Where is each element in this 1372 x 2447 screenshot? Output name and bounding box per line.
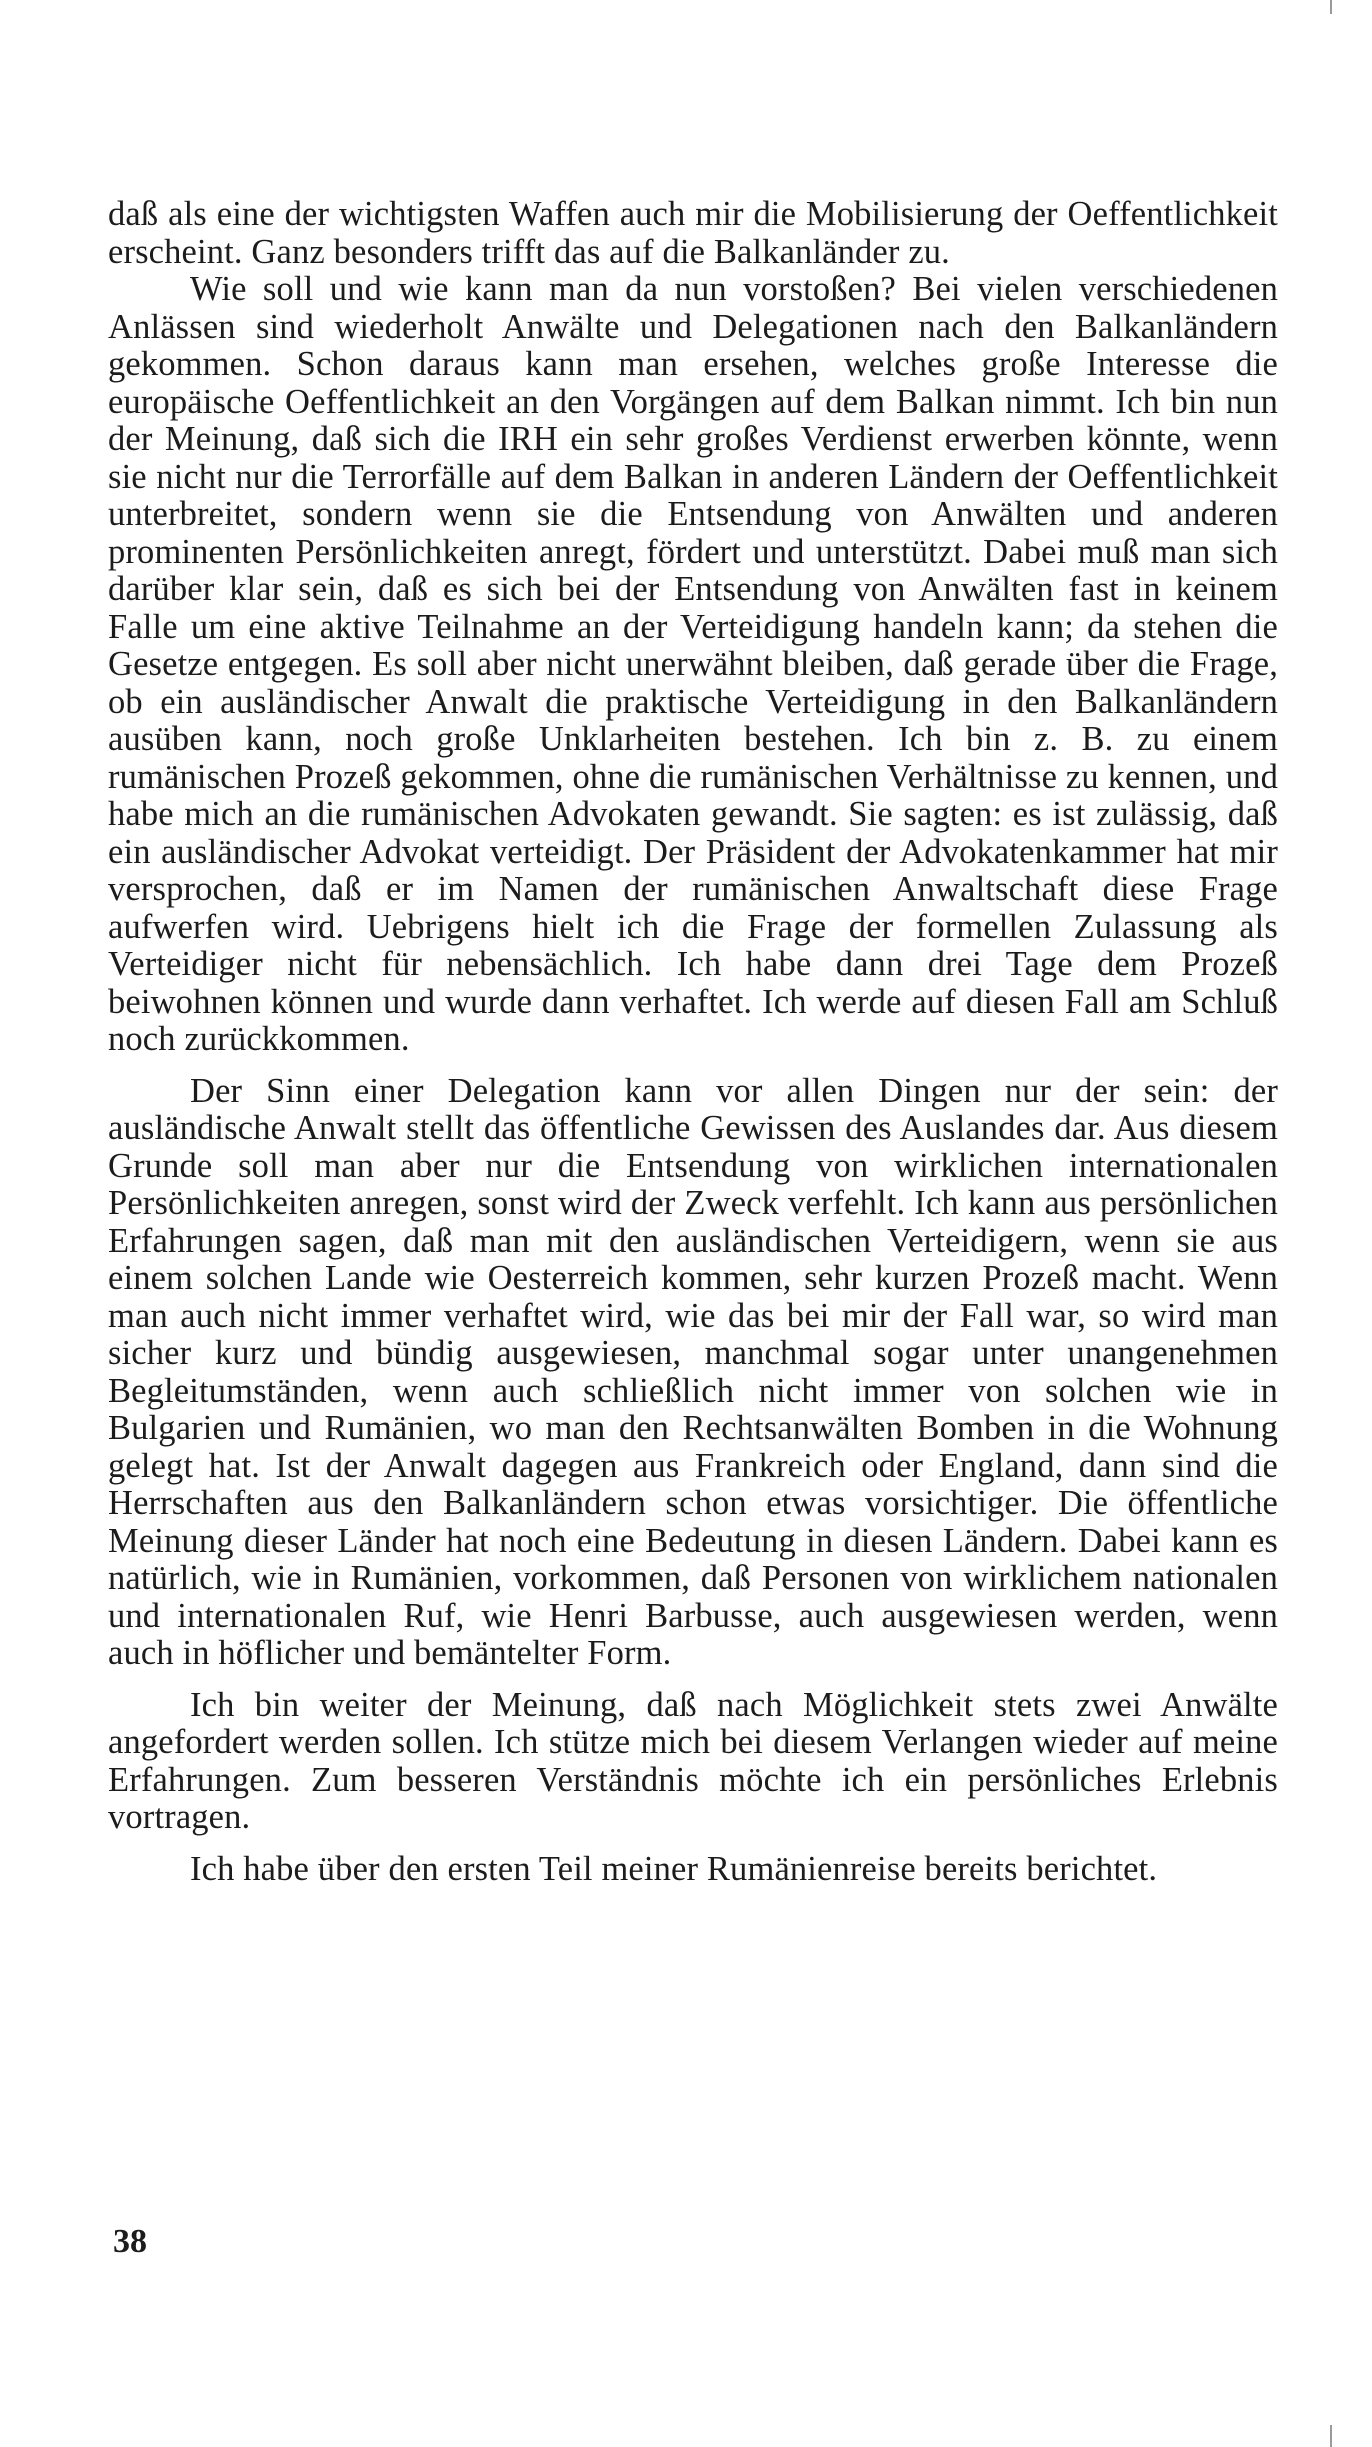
paragraph-5: Ich habe über den ersten Teil meiner Rumänienreise bereits berichtet. xyxy=(190,1849,1158,1888)
paragraph-3: Der Sinn einer Delegation kann vor allen Dingen nur der sein: der ausländische Anwalt stellt das öffentliche Gewissen des Auslandes dar. Aus diesem Grunde soll man aber nur die Entsendung von wirklichen internationalen Persönlichkeiten anregen, sonst wird der Zweck verfehlt. Ich kann aus persönlichen Erfahrungen sagen, daß man mit den ausländischen Verteidigern, wenn sie aus einem solchen Lande wie Oesterreich kommen, sehr kurzen Prozeß macht. Wenn man auch nicht immer verhaftet wird, wie das bei mir der Fall war, so wird man sicher kurz und bündig ausgewiesen, manchmal sogar unter unangenehmen Begleitumständen, wenn auch schließlich nicht immer von solchen wie in Bulgarien und Rumänien, wo man den Rechtsanwälten Bomben in die Wohnung gelegt hat. Ist der Anwalt dagegen aus Frankreich oder England, dann sind die Herrschaften aus den Balkanländern schon etwas vorsichtiger. Die öffentliche Meinung dieser Länder hat noch eine Bedeutung in diesen Ländern. Dabei kann es natürlich, wie in Rumänien, vorkommen, daß Personen von wirklichem nationalen und internationalen Ruf, wie Henri Barbusse, auch ausgewiesen werden, wenn auch in höflicher und bemäntelter Form. xyxy=(108,1071,1278,1672)
page-number: 38 xyxy=(113,2223,147,2260)
scan-edge-mark-bottom xyxy=(1330,2425,1332,2447)
scan-edge-mark-top xyxy=(1330,0,1332,14)
paragraph-2: Wie soll und wie kann man da nun vorstoßen? Bei vielen verschiedenen Anlässen sind wiederholt Anwälte und Delegationen nach den Balkanländern gekommen. Schon daraus kann man ersehen, welches große Interesse die europäische Oeffentlichkeit an den Vorgängen auf dem Balkan nimmt. Ich bin nun der Meinung, daß sich die IRH ein sehr großes Verdienst erwerben könnte, wenn sie nicht nur die Terrorfälle auf dem Balkan in anderen Ländern der Oeffentlichkeit unterbreitet, sondern wenn sie die Entsendung von Anwälten und anderen prominenten Persönlichkeiten anregt, fördert und unterstützt. Dabei muß man sich darüber klar sein, daß es sich bei der Entsendung von Anwälten fast in keinem Falle um eine aktive Teilnahme an der Verteidigung handeln kann; da stehen die Gesetze entgegen. Es soll aber nicht unerwähnt bleiben, daß gerade über die Frage, ob ein ausländischer Anwalt die praktische Verteidigung in den Balkanländern ausüben kann, noch große Unklarheiten bestehen. Ich bin z. B. zu einem rumänischen Prozeß gekommen, ohne die rumänischen Verhältnisse zu kennen, und habe mich an die rumänischen Advokaten gewandt. Sie sagten: es ist zulässig, daß ein ausländischer Advokat verteidigt. Der Präsident der Advokatenkammer hat mir versprochen, daß er im Namen der rumänischen Anwaltschaft diese Frage aufwerfen wird. Uebrigens hielt ich die Frage der formellen Zulassung als Verteidiger nicht für nebensächlich. Ich habe dann drei Tage dem Prozeß beiwohnen können und wurde dann verhaftet. Ich werde auf diesen Fall am Schluß noch zurückkommen. xyxy=(108,270,1278,1058)
paragraph-4: Ich bin weiter der Meinung, daß nach Möglichkeit stets zwei Anwälte angefordert werden sollen. Ich stütze mich bei diesem Verlangen wieder auf meine Erfahrungen. Zum besseren Verständnis möchte ich ein persönliches Erlebnis vortragen. xyxy=(108,1685,1278,1836)
paragraph-continuation: daß als eine der wichtigsten Waffen auch mir die Mobilisierung der Oeffentlichkeit erscheint. Ganz besonders trifft das auf die Balkanländer zu. xyxy=(108,195,1278,271)
body-text xyxy=(108,196,1278,1888)
